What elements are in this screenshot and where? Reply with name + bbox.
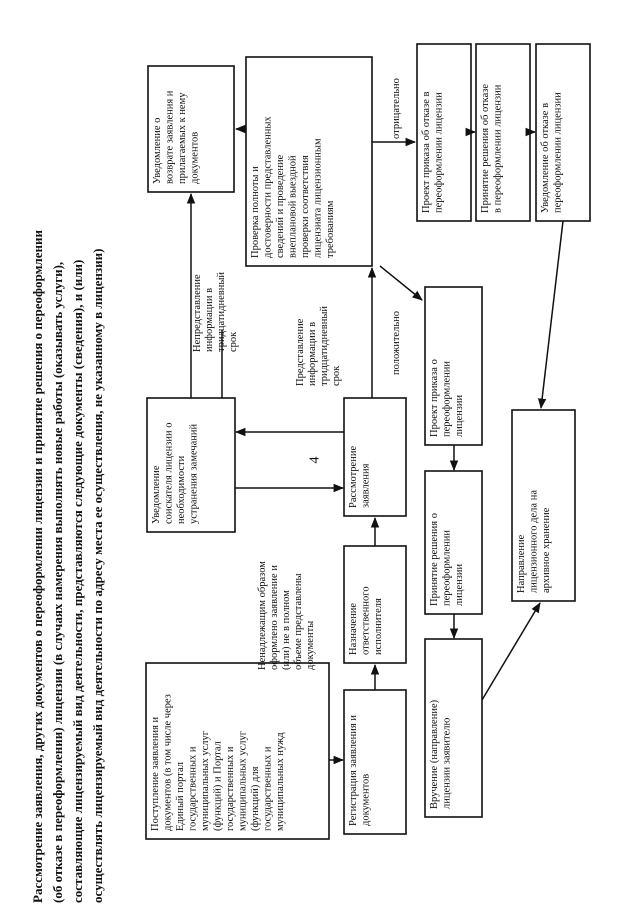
page-number: 4	[307, 456, 323, 464]
draft-reissue-text-line: переоформлении	[441, 361, 453, 437]
registration-text-line: документов	[360, 773, 372, 826]
notify-return-text-line: прилагаемых к нему	[177, 92, 188, 184]
draft-refuse-text-line: переоформлении лицензии	[433, 92, 445, 213]
arrow-delivery-to-archive	[482, 603, 540, 700]
notify-fix-text-line: необходимости	[176, 455, 187, 524]
archive-text-line: Направление	[516, 534, 527, 593]
archive-text-line: лицензионного дела на	[528, 490, 540, 593]
consider-text-line: Рассмотрение	[348, 445, 359, 508]
check-text-line: внеплановой выездной	[287, 155, 299, 258]
receipt-text-line: (функций) для	[250, 766, 261, 831]
title-line: осуществлять лицензируемый вид деятельности по адресу места ее осуществления, не указанному в лицензии)	[90, 248, 105, 903]
notify-fix-text-line: Уведомление	[151, 465, 162, 524]
receipt-text-line: муниципальных услуг	[237, 730, 249, 831]
draft-refuse-text-line: Проект приказа об отказе в	[421, 91, 432, 213]
registration-text-line: Регистрация заявления и	[348, 715, 359, 826]
archive-text-line: архивное хранение	[541, 507, 552, 593]
note-not-provided: Непредставление информации в тридцатидневный срок	[192, 271, 239, 352]
check-text-line: достоверности представленных	[262, 116, 274, 258]
decision-reissue-text-line: лицензии	[454, 563, 465, 606]
receipt-text-line: государственных и	[187, 746, 199, 831]
check-text-line: сведений и проведение	[275, 154, 286, 258]
notify-refuse-text-line: переоформлении лицензии	[552, 92, 564, 213]
notify-fix-text-line: соискателя лицензии о	[163, 422, 175, 524]
receipt-text-line: государственных и	[225, 746, 236, 831]
notify-fix-text-line: устранения замечаний	[188, 423, 200, 524]
assign-text-line: исполнителя	[373, 598, 384, 655]
draft-reissue-text-line: лицензии	[454, 394, 465, 437]
check-text-line: лицензиата лицензионным	[312, 138, 324, 258]
note-provided: Представление информации в тридцатидневный срок	[295, 305, 342, 386]
receipt-text-line: государственных и	[262, 746, 274, 831]
note-positive: положительно	[391, 311, 402, 375]
receipt-text-line: (функций) и Портал	[212, 741, 224, 831]
title-line: составляющие лицензируемый вид деятельности, представляются следующие документы (сведения), и (или)	[70, 259, 85, 903]
receipt-text-line: муниципальных услуг	[200, 730, 211, 831]
notify-refuse-text-line: Уведомление об отказе в	[540, 102, 551, 213]
check-text-line: проверки соответствия	[300, 155, 311, 258]
title-line: Рассмотрение заявления, других документов о переоформлении лицензии и принятие решения о переоформлении	[30, 230, 45, 903]
note-negative: отрицательно	[391, 78, 402, 139]
assign-text-line: Назначение	[348, 602, 359, 655]
note-improper: Ненадлежащим образом оформлено заявление и (или) не в полном объеме представлены документы	[257, 561, 316, 670]
notify-return-text-line: возврате заявления и	[164, 90, 176, 184]
arrow-notify-refuse-to-archive	[541, 221, 563, 408]
receipt-text-line: Поступление заявления и	[150, 716, 161, 831]
decision-refuse-text-line: в переоформлении лицензии	[492, 84, 504, 213]
consider-text-line: заявления	[360, 463, 372, 508]
title-line: (об отказе в переоформлении) лицензии (в случаях намерения выполнять новые работы (оказывать услуги),	[50, 261, 65, 903]
notify-return-text-line: Уведомление о	[152, 117, 163, 184]
check-text-line: Проверка полноты и	[250, 166, 261, 258]
receipt-text-line: документов (в том числе через	[162, 694, 174, 831]
notify-return-text-line: документов	[189, 131, 201, 184]
receipt-text-line: муниципальных нужд	[275, 732, 286, 831]
receipt-text-line: Единый портал	[175, 762, 186, 831]
decision-reissue-text-line: переоформлении	[441, 530, 453, 606]
decision-reissue-text-line: Принятие решения о	[429, 513, 440, 606]
draft-reissue-text-line: Проект приказа о	[429, 359, 440, 437]
decision-refuse-text-line: Принятие решения об отказе	[480, 83, 491, 213]
delivery-text-line: Вручение (направление)	[429, 699, 440, 809]
delivery-text-line: лицензии заявителю	[441, 717, 453, 809]
assign-text-line: ответственного	[360, 586, 372, 655]
check-text-line: требованиям	[325, 200, 336, 258]
